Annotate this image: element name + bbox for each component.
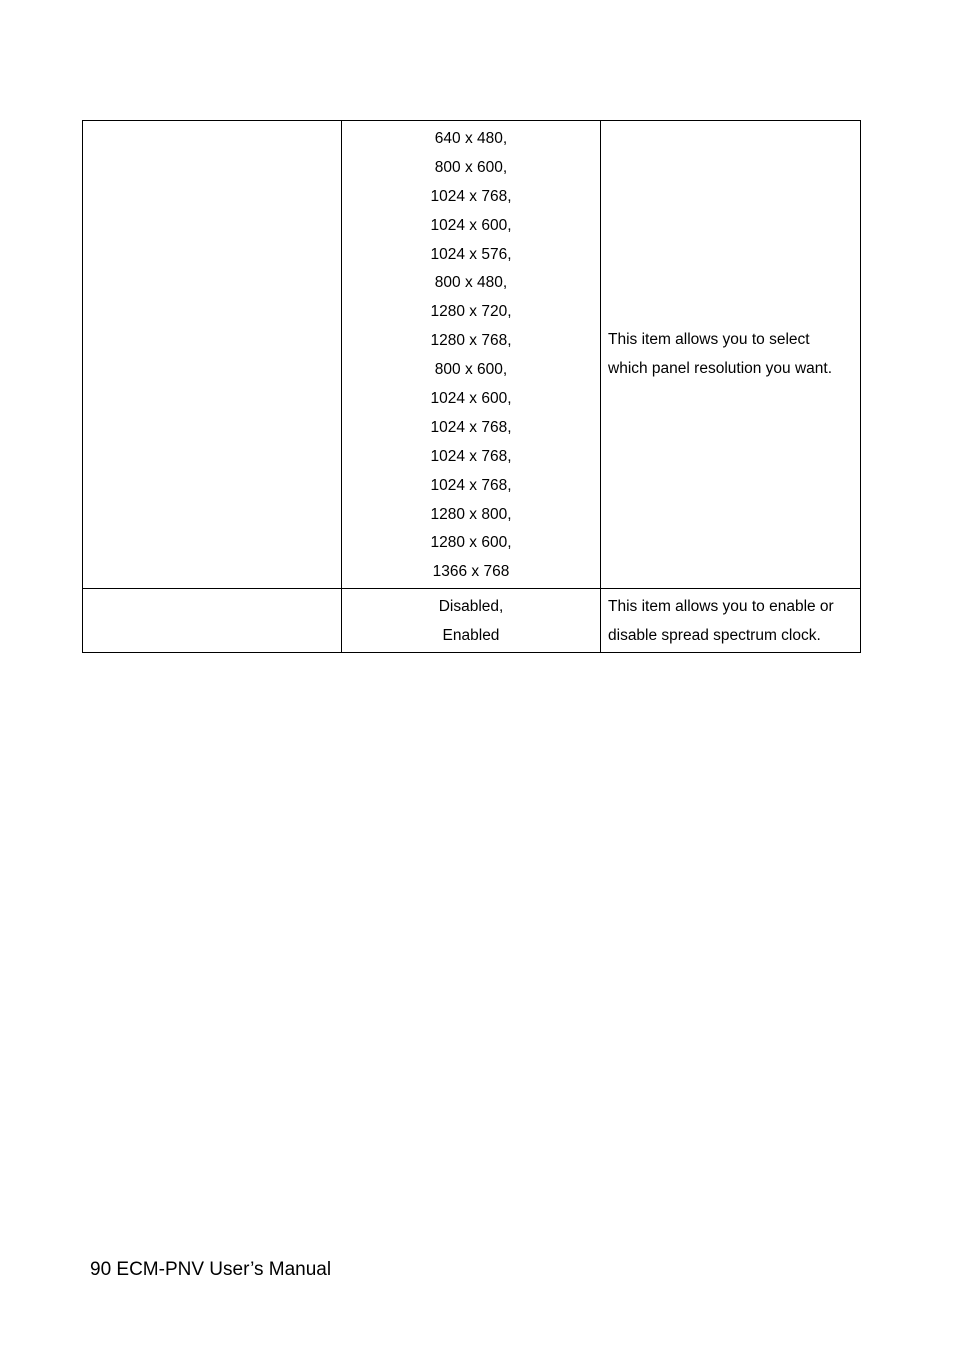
option-value: 1280 x 768, xyxy=(430,332,512,350)
description-line: This item allows you to enable or xyxy=(608,598,834,616)
option-value: 800 x 480, xyxy=(434,274,508,292)
option-value: 640 x 480, xyxy=(434,130,508,147)
description-cell xyxy=(601,589,861,653)
option-value: 1024 x 600, xyxy=(430,216,512,234)
item-cell xyxy=(83,589,342,653)
option-value: 1366 x 768 xyxy=(432,563,510,581)
option-value: 1024 x 576, xyxy=(430,245,512,263)
options-cell xyxy=(342,121,601,589)
option-value: 1024 x 768, xyxy=(430,476,512,494)
option-value: 800 x 600, xyxy=(434,361,508,379)
table-row xyxy=(83,589,861,653)
option-value: Enabled xyxy=(442,627,500,645)
option-value: 1024 x 768, xyxy=(430,418,512,436)
description-cell xyxy=(601,121,861,589)
option-value: 1280 x 600, xyxy=(430,534,512,552)
options-cell xyxy=(342,589,601,653)
option-value: 800 x 600, xyxy=(434,158,508,176)
description-line: This item allows you to select xyxy=(608,330,810,348)
option-value: 1024 x 768, xyxy=(430,447,512,465)
page-footer: 90 ECM-PNV User’s Manual xyxy=(90,1259,332,1280)
option-value: Disabled, xyxy=(438,598,504,616)
option-value: 1024 x 768, xyxy=(430,187,512,205)
option-value: 1024 x 600, xyxy=(430,390,512,408)
description-line: which panel resolution you want. xyxy=(608,359,833,377)
table-row xyxy=(83,121,861,589)
settings-table xyxy=(82,120,861,653)
option-value: 1280 x 800, xyxy=(430,505,512,523)
item-cell xyxy=(83,121,342,589)
description-line: disable spread spectrum clock. xyxy=(608,627,821,645)
option-value: 1280 x 720, xyxy=(430,303,512,321)
